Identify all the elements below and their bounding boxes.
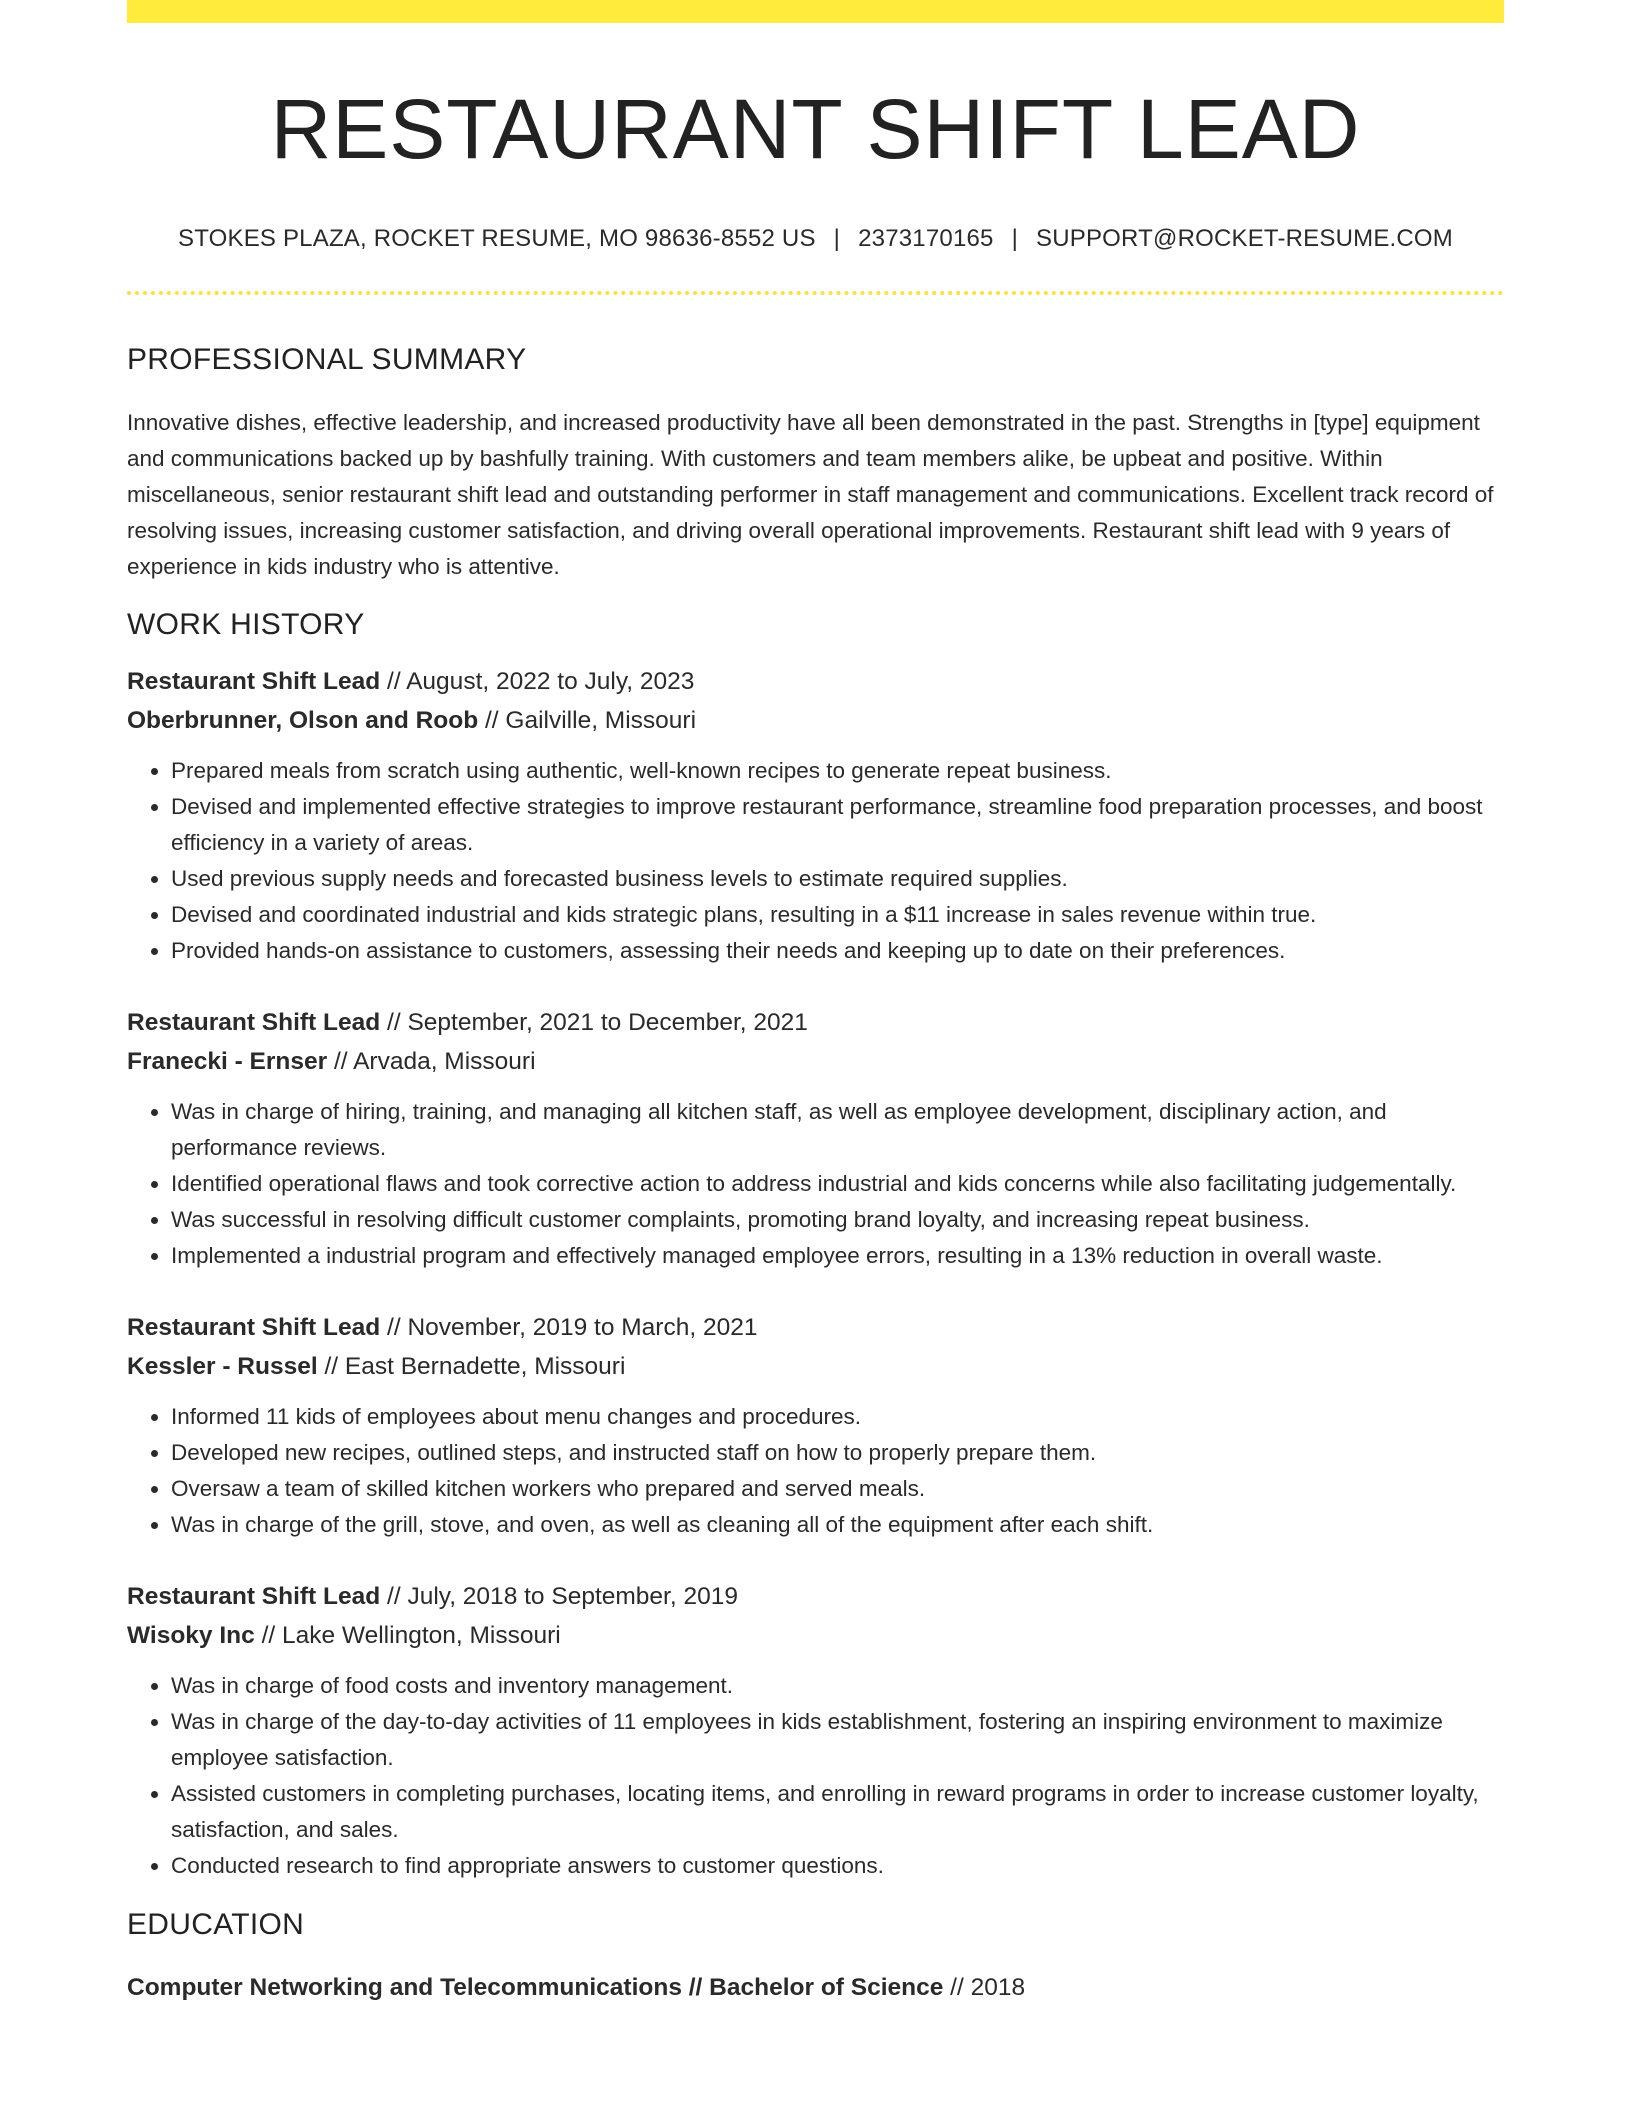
- job-dates: // August, 2022 to July, 2023: [380, 667, 695, 695]
- job-entry: [127, 1308, 1504, 1543]
- job-bullet: • Conducted research to find appropriate answers to customer questions.: [171, 1848, 1504, 1884]
- job-company: Wisoky Inc: [127, 1621, 255, 1649]
- job-company-line: [127, 1347, 1504, 1386]
- job-bullet: • Was in charge of the day-to-day activities of 11 employees in kids establishment, fostering an inspiring environment to maximize employee satisfaction.: [171, 1704, 1504, 1776]
- job-bullet: • Oversaw a team of skilled kitchen workers who prepared and served meals.: [171, 1471, 1504, 1507]
- job-location: // Lake Wellington, Missouri: [254, 1621, 561, 1649]
- job-location: // Gailville, Missouri: [478, 706, 697, 734]
- education-year: // 2018: [943, 1973, 1026, 2001]
- contact-address: STOKES PLAZA, ROCKET RESUME, MO 98636-8552 US: [177, 225, 816, 253]
- job-title: Restaurant Shift Lead: [127, 1008, 381, 1036]
- summary-heading: PROFESSIONAL SUMMARY: [127, 343, 527, 377]
- job-bullets: [127, 1399, 1504, 1543]
- job-location: // East Bernadette, Missouri: [317, 1352, 626, 1380]
- job-title-line: [127, 662, 1504, 701]
- job-title: Restaurant Shift Lead: [127, 667, 381, 695]
- job-entry: [127, 1003, 1504, 1274]
- job-bullet: • Prepared meals from scratch using authentic, well-known recipes to generate repeat business.: [171, 753, 1504, 789]
- job-title: Restaurant Shift Lead: [127, 1313, 381, 1341]
- dotted-divider: [127, 291, 1504, 299]
- job-company: Oberbrunner, Olson and Roob: [127, 706, 479, 734]
- job-entry: [127, 1577, 1504, 1884]
- job-company: Franecki - Ernser: [127, 1047, 328, 1075]
- contact-phone: 2373170165: [858, 225, 994, 253]
- job-title-line: [127, 1577, 1504, 1616]
- job-entry: [127, 662, 1504, 969]
- job-title: Restaurant Shift Lead: [127, 1582, 381, 1610]
- resume-title: RESTAURANT SHIFT LEAD: [270, 82, 1361, 176]
- job-bullet: • Assisted customers in completing purchases, locating items, and enrolling in reward programs in order to increase customer loyalty, satisfaction, and sales.: [171, 1776, 1504, 1848]
- job-title-line: [127, 1308, 1504, 1347]
- job-bullets: [127, 753, 1504, 969]
- job-dates: // July, 2018 to September, 2019: [380, 1582, 738, 1610]
- job-bullet: • Was in charge of hiring, training, and managing all kitchen staff, as well as employee development, disciplinary action, and performance reviews.: [171, 1094, 1504, 1166]
- job-dates: // September, 2021 to December, 2021: [380, 1008, 808, 1036]
- job-bullet: • Developed new recipes, outlined steps, and instructed staff on how to properly prepare them.: [171, 1435, 1504, 1471]
- job-bullet: • Informed 11 kids of employees about menu changes and procedures.: [171, 1399, 1504, 1435]
- education-heading: EDUCATION: [127, 1907, 305, 1941]
- job-bullets: [127, 1668, 1504, 1884]
- job-bullet: • Devised and coordinated industrial and kids strategic plans, resulting in a $11 increase in sales revenue within true.: [171, 897, 1504, 933]
- job-dates: // November, 2019 to March, 2021: [380, 1313, 758, 1341]
- contact-separator: |: [833, 225, 841, 253]
- job-title-line: [127, 1003, 1504, 1042]
- job-company-line: [127, 701, 1504, 740]
- education-field: Computer Networking and Telecommunications // Bachelor of Science: [127, 1973, 944, 2001]
- resume-page: [127, 0, 1504, 2007]
- job-company-line: [127, 1042, 1504, 1081]
- job-company-line: [127, 1616, 1504, 1655]
- job-bullet: • Provided hands-on assistance to customers, assessing their needs and keeping up to date on their preferences.: [171, 933, 1504, 969]
- education-entry: [127, 1968, 1504, 2007]
- contact-email: SUPPORT@ROCKET-RESUME.COM: [1036, 225, 1453, 253]
- summary-text: Innovative dishes, effective leadership, and increased productivity have all been demonstrated in the past. Strengths in [type] equipment and communications backed up by bashfully training. With customers and team members alike, be upbeat and positive. Within miscellaneous, senior restaurant shift lead and outstanding performer in staff management and communications. Excellent track record of resolving issues, increasing customer satisfaction, and driving overall operational improvements. Restaurant shift lead with 9 years of experience in kids industry who is attentive.: [127, 410, 1494, 580]
- job-company: Kessler - Russel: [127, 1352, 318, 1380]
- job-bullet: • Implemented a industrial program and effectively managed employee errors, resulting in a 13% reduction in overall waste.: [171, 1238, 1504, 1274]
- work-history-heading: WORK HISTORY: [127, 607, 365, 641]
- job-location: // Arvada, Missouri: [327, 1047, 536, 1075]
- job-bullets: [127, 1094, 1504, 1274]
- job-bullet: • Was successful in resolving difficult customer complaints, promoting brand loyalty, and increasing repeat business.: [171, 1202, 1504, 1238]
- job-bullet: • Was in charge of the grill, stove, and oven, as well as cleaning all of the equipment after each shift.: [171, 1507, 1504, 1543]
- job-bullet: • Used previous supply needs and forecasted business levels to estimate required supplies.: [171, 861, 1504, 897]
- top-accent-bar: [127, 0, 1504, 23]
- contact-line: [127, 225, 1504, 253]
- job-bullet: • Was in charge of food costs and inventory management.: [171, 1668, 1504, 1704]
- job-bullet: • Identified operational flaws and took corrective action to address industrial and kids concerns while also facilitating judgementally.: [171, 1166, 1504, 1202]
- contact-separator: |: [1011, 225, 1019, 253]
- job-bullet: • Devised and implemented effective strategies to improve restaurant performance, streamline food preparation processes, and boost efficiency in a variety of areas.: [171, 789, 1504, 861]
